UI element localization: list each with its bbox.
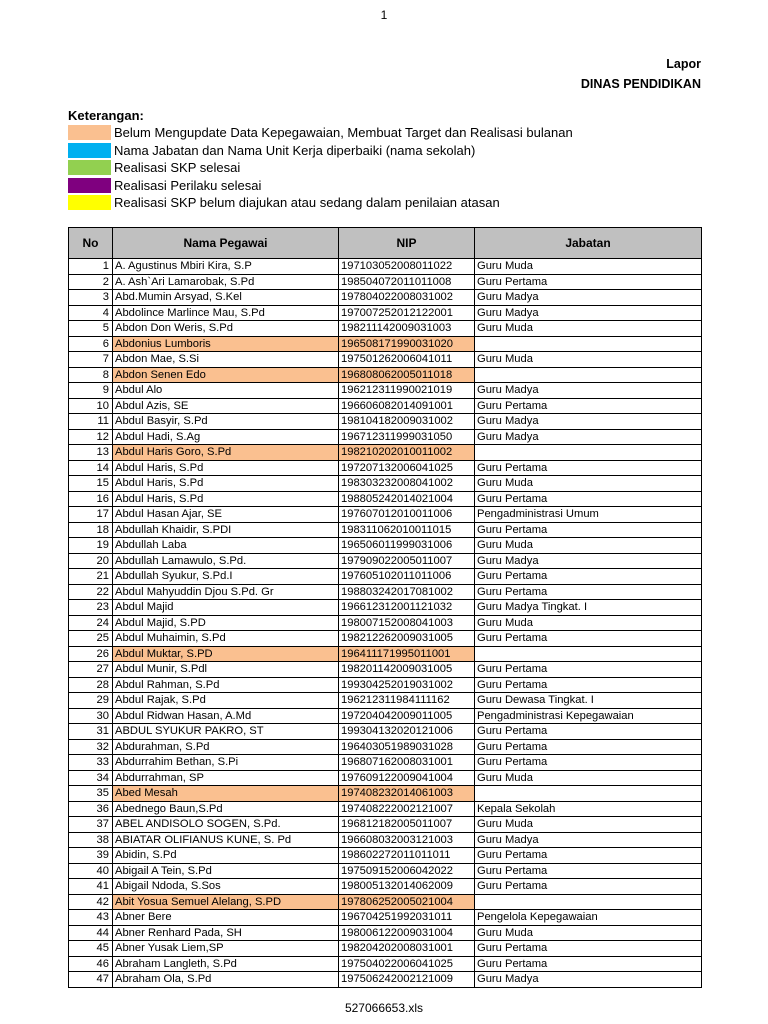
cell-name: Abdul Alo [113,383,339,399]
cell-nip: 196807162008031001 [339,755,475,771]
cell-no: 38 [69,832,113,848]
legend-color-swatch [68,143,111,158]
cell-jabatan [475,367,702,383]
legend-item [68,159,708,177]
cell-name: Abit Yosua Semuel Alelang, S.PD [113,894,339,910]
cell-nip: 196212311990021019 [339,383,475,399]
cell-name: Abigail Ndoda, S.Sos [113,879,339,895]
table-row [69,956,702,972]
cell-jabatan: Guru Muda [475,770,702,786]
cell-name: Abdul Haris, S.Pd [113,476,339,492]
cell-jabatan: Guru Pertama [475,491,702,507]
cell-name: ABIATAR OLIFIANUS KUNE, S. Pd [113,832,339,848]
table-row [69,259,702,275]
cell-jabatan: Guru Muda [475,476,702,492]
cell-no: 40 [69,863,113,879]
cell-no: 8 [69,367,113,383]
table-row [69,367,702,383]
cell-name: Abdonius Lumboris [113,336,339,352]
table-row [69,755,702,771]
cell-name: Abdullah Khaidir, S.PDI [113,522,339,538]
table-row [69,832,702,848]
cell-nip: 198805242014021004 [339,491,475,507]
cell-jabatan: Guru Muda [475,615,702,631]
cell-nip: 198211142009031003 [339,321,475,337]
cell-jabatan: Guru Pertama [475,662,702,678]
cell-jabatan: Guru Muda [475,352,702,368]
cell-no: 7 [69,352,113,368]
report-title-line1: Lapor [666,57,701,71]
cell-jabatan [475,336,702,352]
cell-name: Abdul Haris, S.Pd [113,491,339,507]
cell-jabatan: Guru Pertama [475,398,702,414]
cell-nip: 198504072011011008 [339,274,475,290]
cell-jabatan: Guru Madya [475,383,702,399]
cell-name: Abdul Haris, S.Pd [113,460,339,476]
cell-no: 2 [69,274,113,290]
legend-item-label: Realisasi Perilaku selesai [114,177,262,193]
table-header-row [69,228,702,259]
table-row [69,972,702,988]
cell-name: Abdullah Syukur, S.Pd.I [113,569,339,585]
cell-no: 29 [69,693,113,709]
cell-jabatan: Pengadministrasi Umum [475,507,702,523]
cell-name: Abraham Langleth, S.Pd [113,956,339,972]
cell-no: 37 [69,817,113,833]
legend-color-swatch [68,160,111,175]
cell-nip: 198104182009031002 [339,414,475,430]
cell-nip: 197408232014061003 [339,786,475,802]
cell-jabatan: Guru Pertama [475,460,702,476]
cell-name: A. Agustinus Mbiri Kira, S.P [113,259,339,275]
cell-no: 17 [69,507,113,523]
cell-name: Abdul Rahman, S.Pd [113,677,339,693]
cell-nip: 198311062010011015 [339,522,475,538]
report-title-block [581,54,701,94]
table-row [69,491,702,507]
cell-nip: 198204202008031001 [339,941,475,957]
cell-name: Abdon Mae, S.Si [113,352,339,368]
cell-no: 16 [69,491,113,507]
cell-jabatan: Guru Madya [475,414,702,430]
table-row [69,817,702,833]
legend-item [68,177,708,195]
cell-jabatan: Guru Pertama [475,584,702,600]
table-row [69,646,702,662]
column-header-name: Nama Pegawai [113,228,339,259]
cell-nip: 196612312001121032 [339,600,475,616]
table-row [69,910,702,926]
cell-no: 19 [69,538,113,554]
table-row [69,615,702,631]
cell-nip: 197609122009041004 [339,770,475,786]
cell-no: 44 [69,925,113,941]
table-row [69,600,702,616]
cell-jabatan: Guru Pertama [475,941,702,957]
column-header-no: No [69,228,113,259]
cell-jabatan [475,646,702,662]
cell-no: 30 [69,708,113,724]
cell-name: Abdul Ridwan Hasan, A.Md [113,708,339,724]
cell-nip: 196812182005011007 [339,817,475,833]
cell-nip: 196808062005011018 [339,367,475,383]
cell-jabatan: Guru Muda [475,817,702,833]
cell-jabatan: Guru Muda [475,321,702,337]
cell-name: Abdon Senen Edo [113,367,339,383]
cell-nip: 199304252019031002 [339,677,475,693]
cell-no: 24 [69,615,113,631]
cell-name: Abdullah Laba [113,538,339,554]
cell-name: Abraham Ola, S.Pd [113,972,339,988]
cell-jabatan: Guru Pertama [475,755,702,771]
cell-jabatan: Guru Pertama [475,274,702,290]
cell-jabatan [475,786,702,802]
cell-name: ABDUL SYUKUR PAKRO, ST [113,724,339,740]
cell-jabatan: Guru Pertama [475,522,702,538]
table-row [69,724,702,740]
cell-no: 14 [69,460,113,476]
cell-jabatan: Guru Madya [475,429,702,445]
table-row [69,538,702,554]
cell-nip: 197607012010011006 [339,507,475,523]
table-row [69,383,702,399]
cell-jabatan: Guru Pertama [475,863,702,879]
cell-nip: 196212311984111162 [339,693,475,709]
cell-name: Abdul Basyir, S.Pd [113,414,339,430]
cell-nip: 196704251992031011 [339,910,475,926]
table-body [69,259,702,988]
cell-name: Abdul Rajak, S.Pd [113,693,339,709]
cell-nip: 197501262006041011 [339,352,475,368]
cell-jabatan: Guru Madya [475,972,702,988]
cell-no: 27 [69,662,113,678]
cell-no: 21 [69,569,113,585]
cell-jabatan: Guru Pertama [475,724,702,740]
cell-no: 41 [69,879,113,895]
table-row [69,460,702,476]
cell-no: 1 [69,259,113,275]
cell-no: 4 [69,305,113,321]
cell-no: 5 [69,321,113,337]
table-row [69,879,702,895]
cell-nip: 197909022005011007 [339,553,475,569]
table-row [69,398,702,414]
cell-jabatan: Guru Pertama [475,879,702,895]
cell-nip: 197506242002121009 [339,972,475,988]
cell-name: Abdul Munir, S.Pdl [113,662,339,678]
table-row [69,429,702,445]
cell-jabatan: Guru Madya [475,305,702,321]
cell-nip: 197504022006041025 [339,956,475,972]
page-number: 1 [380,8,388,22]
table-row [69,290,702,306]
table-row [69,848,702,864]
cell-jabatan: Guru Madya [475,832,702,848]
table-row [69,445,702,461]
table-row [69,274,702,290]
cell-nip: 197806252005021004 [339,894,475,910]
cell-no: 32 [69,739,113,755]
legend-color-swatch [68,125,111,140]
table-row [69,321,702,337]
cell-name: Abdul Muhaimin, S.Pd [113,631,339,647]
cell-no: 23 [69,600,113,616]
cell-no: 33 [69,755,113,771]
cell-no: 13 [69,445,113,461]
table-row [69,414,702,430]
cell-jabatan: Guru Madya [475,553,702,569]
table-row [69,770,702,786]
cell-name: Abner Renhard Pada, SH [113,925,339,941]
cell-name: Abdul Majid, S.PD [113,615,339,631]
cell-nip: 197605102011011006 [339,569,475,585]
cell-no: 22 [69,584,113,600]
table-row [69,507,702,523]
cell-no: 28 [69,677,113,693]
cell-name: ABEL ANDISOLO SOGEN, S.Pd. [113,817,339,833]
cell-jabatan: Guru Pertama [475,956,702,972]
cell-jabatan: Guru Muda [475,925,702,941]
cell-jabatan [475,894,702,910]
cell-name: Abdul Azis, SE [113,398,339,414]
legend-title: Keterangan: [68,108,144,123]
cell-jabatan: Guru Muda [475,538,702,554]
cell-nip: 196608032003121003 [339,832,475,848]
cell-name: Abdurahman, S.Pd [113,739,339,755]
table-row [69,739,702,755]
cell-no: 43 [69,910,113,926]
cell-no: 9 [69,383,113,399]
cell-name: Abdullah Lamawulo, S.Pd. [113,553,339,569]
table-row [69,863,702,879]
cell-nip: 197103052008011022 [339,259,475,275]
cell-no: 25 [69,631,113,647]
cell-nip: 196403051989031028 [339,739,475,755]
cell-no: 6 [69,336,113,352]
cell-nip: 198803242017081002 [339,584,475,600]
cell-jabatan: Guru Muda [475,259,702,275]
cell-no: 20 [69,553,113,569]
cell-no: 35 [69,786,113,802]
cell-no: 34 [69,770,113,786]
cell-jabatan: Guru Dewasa Tingkat. I [475,693,702,709]
cell-no: 12 [69,429,113,445]
cell-no: 36 [69,801,113,817]
cell-jabatan [475,445,702,461]
cell-name: Abner Bere [113,910,339,926]
cell-no: 26 [69,646,113,662]
cell-no: 3 [69,290,113,306]
cell-name: Abed Mesah [113,786,339,802]
cell-no: 39 [69,848,113,864]
cell-nip: 197007252012122001 [339,305,475,321]
cell-no: 15 [69,476,113,492]
cell-jabatan: Guru Pertama [475,631,702,647]
table-row [69,553,702,569]
table-row [69,677,702,693]
legend-items [68,124,708,212]
table-row [69,476,702,492]
cell-nip: 196411171995011001 [339,646,475,662]
cell-name: Abigail A Tein, S.Pd [113,863,339,879]
cell-jabatan: Pengadministrasi Kepegawaian [475,708,702,724]
cell-nip: 198005132014062009 [339,879,475,895]
cell-nip: 197408222002121007 [339,801,475,817]
legend-item [68,124,708,142]
cell-nip: 198007152008041003 [339,615,475,631]
cell-nip: 198602272011011011 [339,848,475,864]
table-row [69,584,702,600]
footer-filename: 527066653.xls [344,1001,424,1015]
table-row [69,801,702,817]
cell-name: A. Ash`Ari Lamarobak, S.Pd [113,274,339,290]
cell-jabatan: Pengelola Kepegawaian [475,910,702,926]
cell-nip: 198212262009031005 [339,631,475,647]
table-row [69,786,702,802]
cell-jabatan: Guru Pertama [475,739,702,755]
legend-color-swatch [68,178,111,193]
cell-no: 18 [69,522,113,538]
cell-name: Abdul Haris Goro, S.Pd [113,445,339,461]
cell-nip: 196506011999031006 [339,538,475,554]
table-row [69,693,702,709]
cell-no: 10 [69,398,113,414]
cell-name: Abdul Majid [113,600,339,616]
table-row [69,925,702,941]
cell-no: 46 [69,956,113,972]
cell-nip: 197509152006042022 [339,863,475,879]
cell-nip: 196606082014091001 [339,398,475,414]
cell-name: Abdurrahman, SP [113,770,339,786]
cell-jabatan: Guru Madya Tingkat. I [475,600,702,616]
cell-jabatan: Guru Pertama [475,569,702,585]
table-row [69,569,702,585]
legend-color-swatch [68,195,111,210]
table-row [69,708,702,724]
cell-name: Abd.Mumin Arsyad, S.Kel [113,290,339,306]
cell-jabatan: Guru Pertama [475,677,702,693]
cell-name: Abednego Baun,S.Pd [113,801,339,817]
cell-nip: 198006122009031004 [339,925,475,941]
cell-name: Abdon Don Weris, S.Pd [113,321,339,337]
column-header-jabatan: Jabatan [475,228,702,259]
cell-jabatan: Guru Madya [475,290,702,306]
cell-name: Abdul Hadi, S.Ag [113,429,339,445]
cell-nip: 198303232008041002 [339,476,475,492]
cell-nip: 197204042009011005 [339,708,475,724]
legend-item-label: Belum Mengupdate Data Kepegawaian, Membuat Target dan Realisasi bulanan [114,125,573,140]
report-title-line2: DINAS PENDIDIKAN [580,77,701,91]
cell-name: Abdolince Marlince Mau, S.Pd [113,305,339,321]
cell-name: Abdul Muktar, S.PD [113,646,339,662]
legend-item [68,142,708,160]
cell-name: Abdul Hasan Ajar, SE [113,507,339,523]
cell-nip: 197804022008031002 [339,290,475,306]
cell-name: Abdul Mahyuddin Djou S.Pd. Gr [113,584,339,600]
cell-nip: 198210202010011002 [339,445,475,461]
legend [68,107,708,212]
cell-nip: 199304132020121006 [339,724,475,740]
table-row [69,662,702,678]
cell-name: Abidin, S.Pd [113,848,339,864]
table-row [69,305,702,321]
employee-table [68,227,702,988]
cell-nip: 198201142009031005 [339,662,475,678]
legend-item [68,194,708,212]
table-row [69,894,702,910]
column-header-nip: NIP [339,228,475,259]
table-row [69,352,702,368]
cell-nip: 196508171990031020 [339,336,475,352]
cell-name: Abdurrahim Bethan, S.Pi [113,755,339,771]
table-row [69,631,702,647]
table-row [69,941,702,957]
cell-no: 47 [69,972,113,988]
table-row [69,336,702,352]
cell-no: 42 [69,894,113,910]
cell-jabatan: Kepala Sekolah [475,801,702,817]
cell-no: 11 [69,414,113,430]
cell-name: Abner Yusak Liem,SP [113,941,339,957]
cell-jabatan: Guru Pertama [475,848,702,864]
cell-no: 45 [69,941,113,957]
legend-item-label: Realisasi SKP selesai [114,160,241,175]
table-row [69,522,702,538]
cell-no: 31 [69,724,113,740]
legend-item-label: Nama Jabatan dan Nama Unit Kerja diperbaiki (nama sekolah) [114,142,476,158]
cell-nip: 196712311999031050 [339,429,475,445]
legend-item-label: Realisasi SKP belum diajukan atau sedang dalam penilaian atasan [114,195,500,210]
cell-nip: 197207132006041025 [339,460,475,476]
